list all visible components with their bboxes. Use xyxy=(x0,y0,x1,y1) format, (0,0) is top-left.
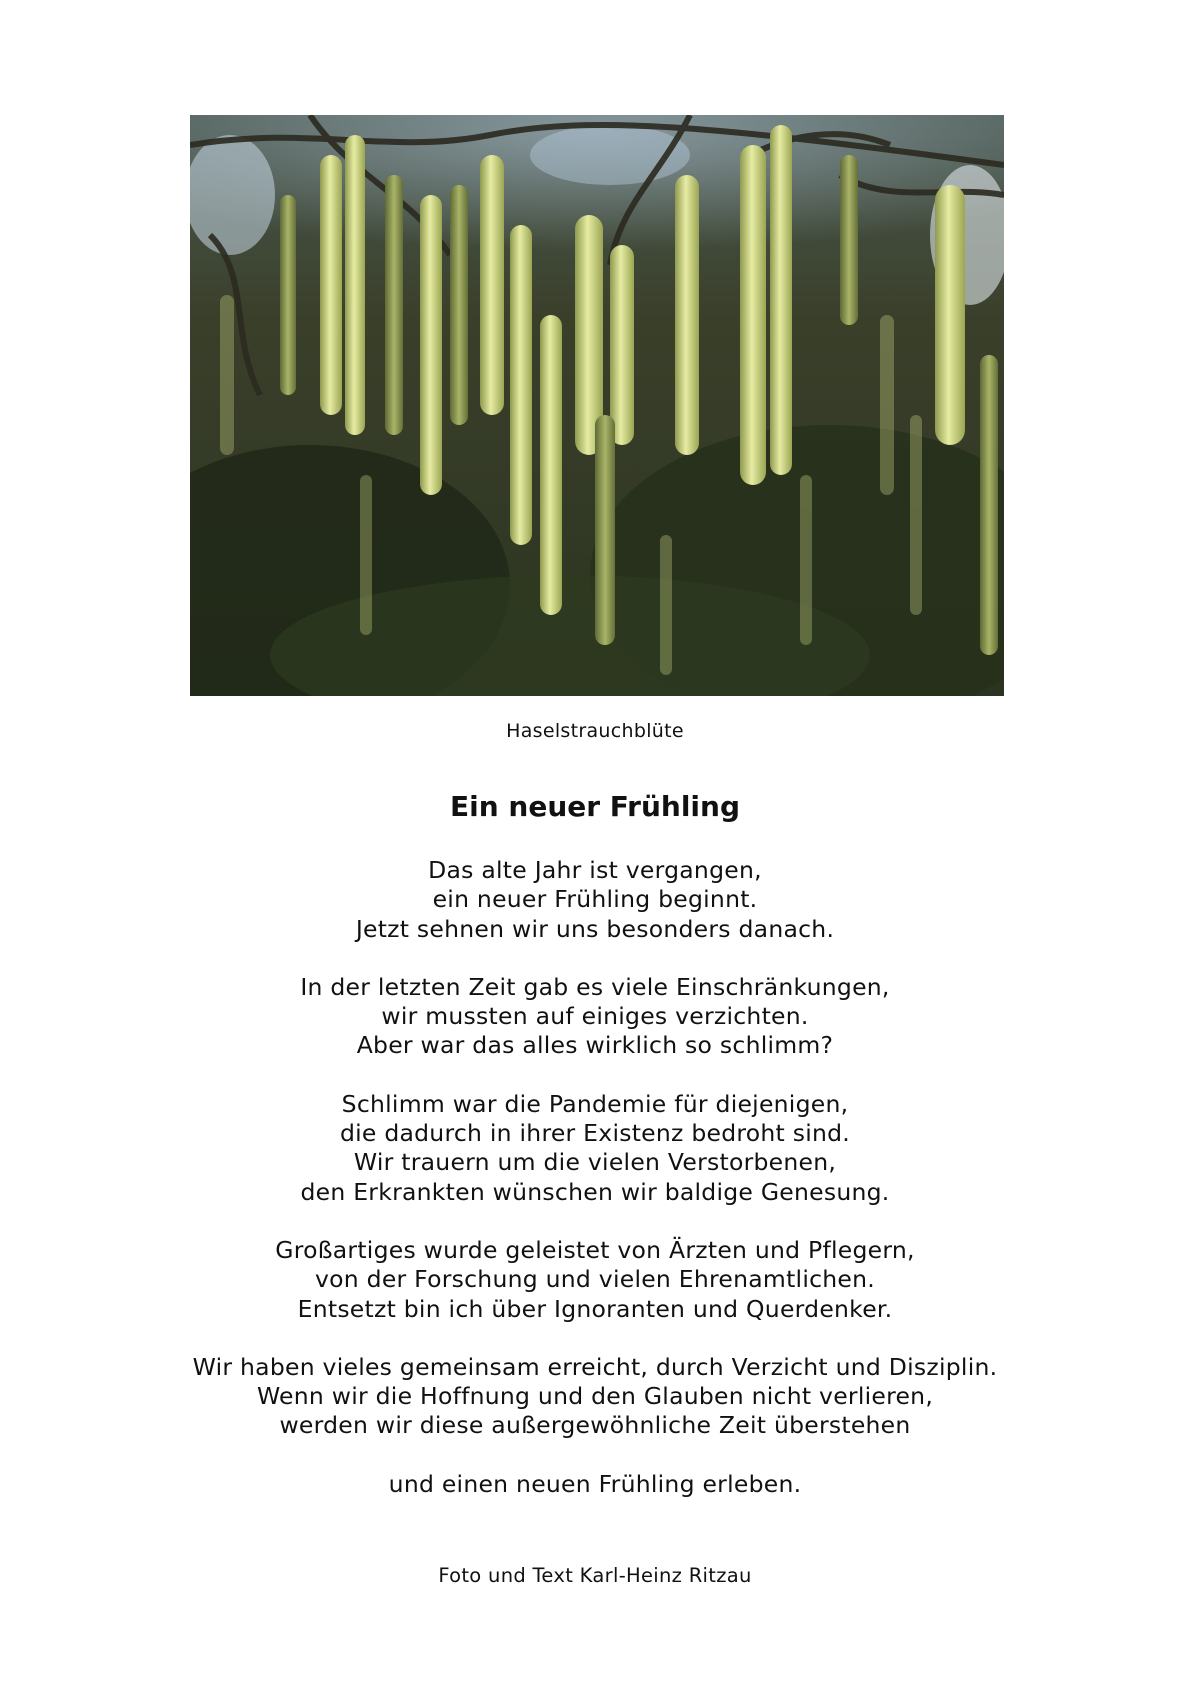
poem-line: werden wir diese außergewöhnliche Zeit überstehen xyxy=(279,1411,911,1440)
stanza-1 xyxy=(0,856,1190,944)
poem-line: Wir trauern um die vielen Verstorbenen, xyxy=(353,1148,837,1177)
poem-line: Großartiges wurde geleistet von Ärzten und Pflegern, xyxy=(275,1235,915,1264)
poem-line: die dadurch in ihrer Existenz bedroht sind. xyxy=(339,1119,851,1148)
photo-caption: Haselstrauchblüte xyxy=(506,720,684,742)
poem-line: Aber war das alles wirklich so schlimm? xyxy=(356,1031,834,1060)
poem-line: Das alte Jahr ist vergangen, xyxy=(428,856,762,884)
stanza-3 xyxy=(0,1090,1190,1207)
poem-line: von der Forschung und vielen Ehrenamtlichen. xyxy=(315,1265,875,1294)
catkin-photo-image xyxy=(190,115,1004,696)
poem-line: Jetzt sehnen wir uns besonders danach. xyxy=(355,914,835,943)
poem-line: den Erkrankten wünschen wir baldige Genesung. xyxy=(300,1177,890,1206)
poem-body xyxy=(0,856,1190,1528)
poem-line: ein neuer Frühling beginnt. xyxy=(432,885,758,914)
stanza-2 xyxy=(0,973,1190,1061)
poem-line: Wenn wir die Hoffnung und den Glauben nicht verlieren, xyxy=(256,1382,934,1411)
poem-line: Entsetzt bin ich über Ignoranten und Querdenker. xyxy=(297,1294,893,1323)
poem-line: und einen neuen Frühling erleben. xyxy=(388,1469,802,1498)
catkin-photo xyxy=(190,115,1004,696)
stanza-4 xyxy=(0,1236,1190,1324)
author-credit: Foto und Text Karl-Heinz Ritzau xyxy=(438,1564,752,1587)
poem-title: Ein neuer Frühling xyxy=(450,790,740,823)
stanza-6 xyxy=(0,1470,1190,1499)
poem-line: Schlimm war die Pandemie für diejenigen, xyxy=(341,1089,849,1118)
poem-line: In der letzten Zeit gab es viele Einschränkungen, xyxy=(300,972,890,1001)
poem-line: wir mussten auf einiges verzichten. xyxy=(381,1002,809,1031)
poem-line: Wir haben vieles gemeinsam erreicht, durch Verzicht und Disziplin. xyxy=(192,1352,998,1381)
stanza-5 xyxy=(0,1353,1190,1441)
